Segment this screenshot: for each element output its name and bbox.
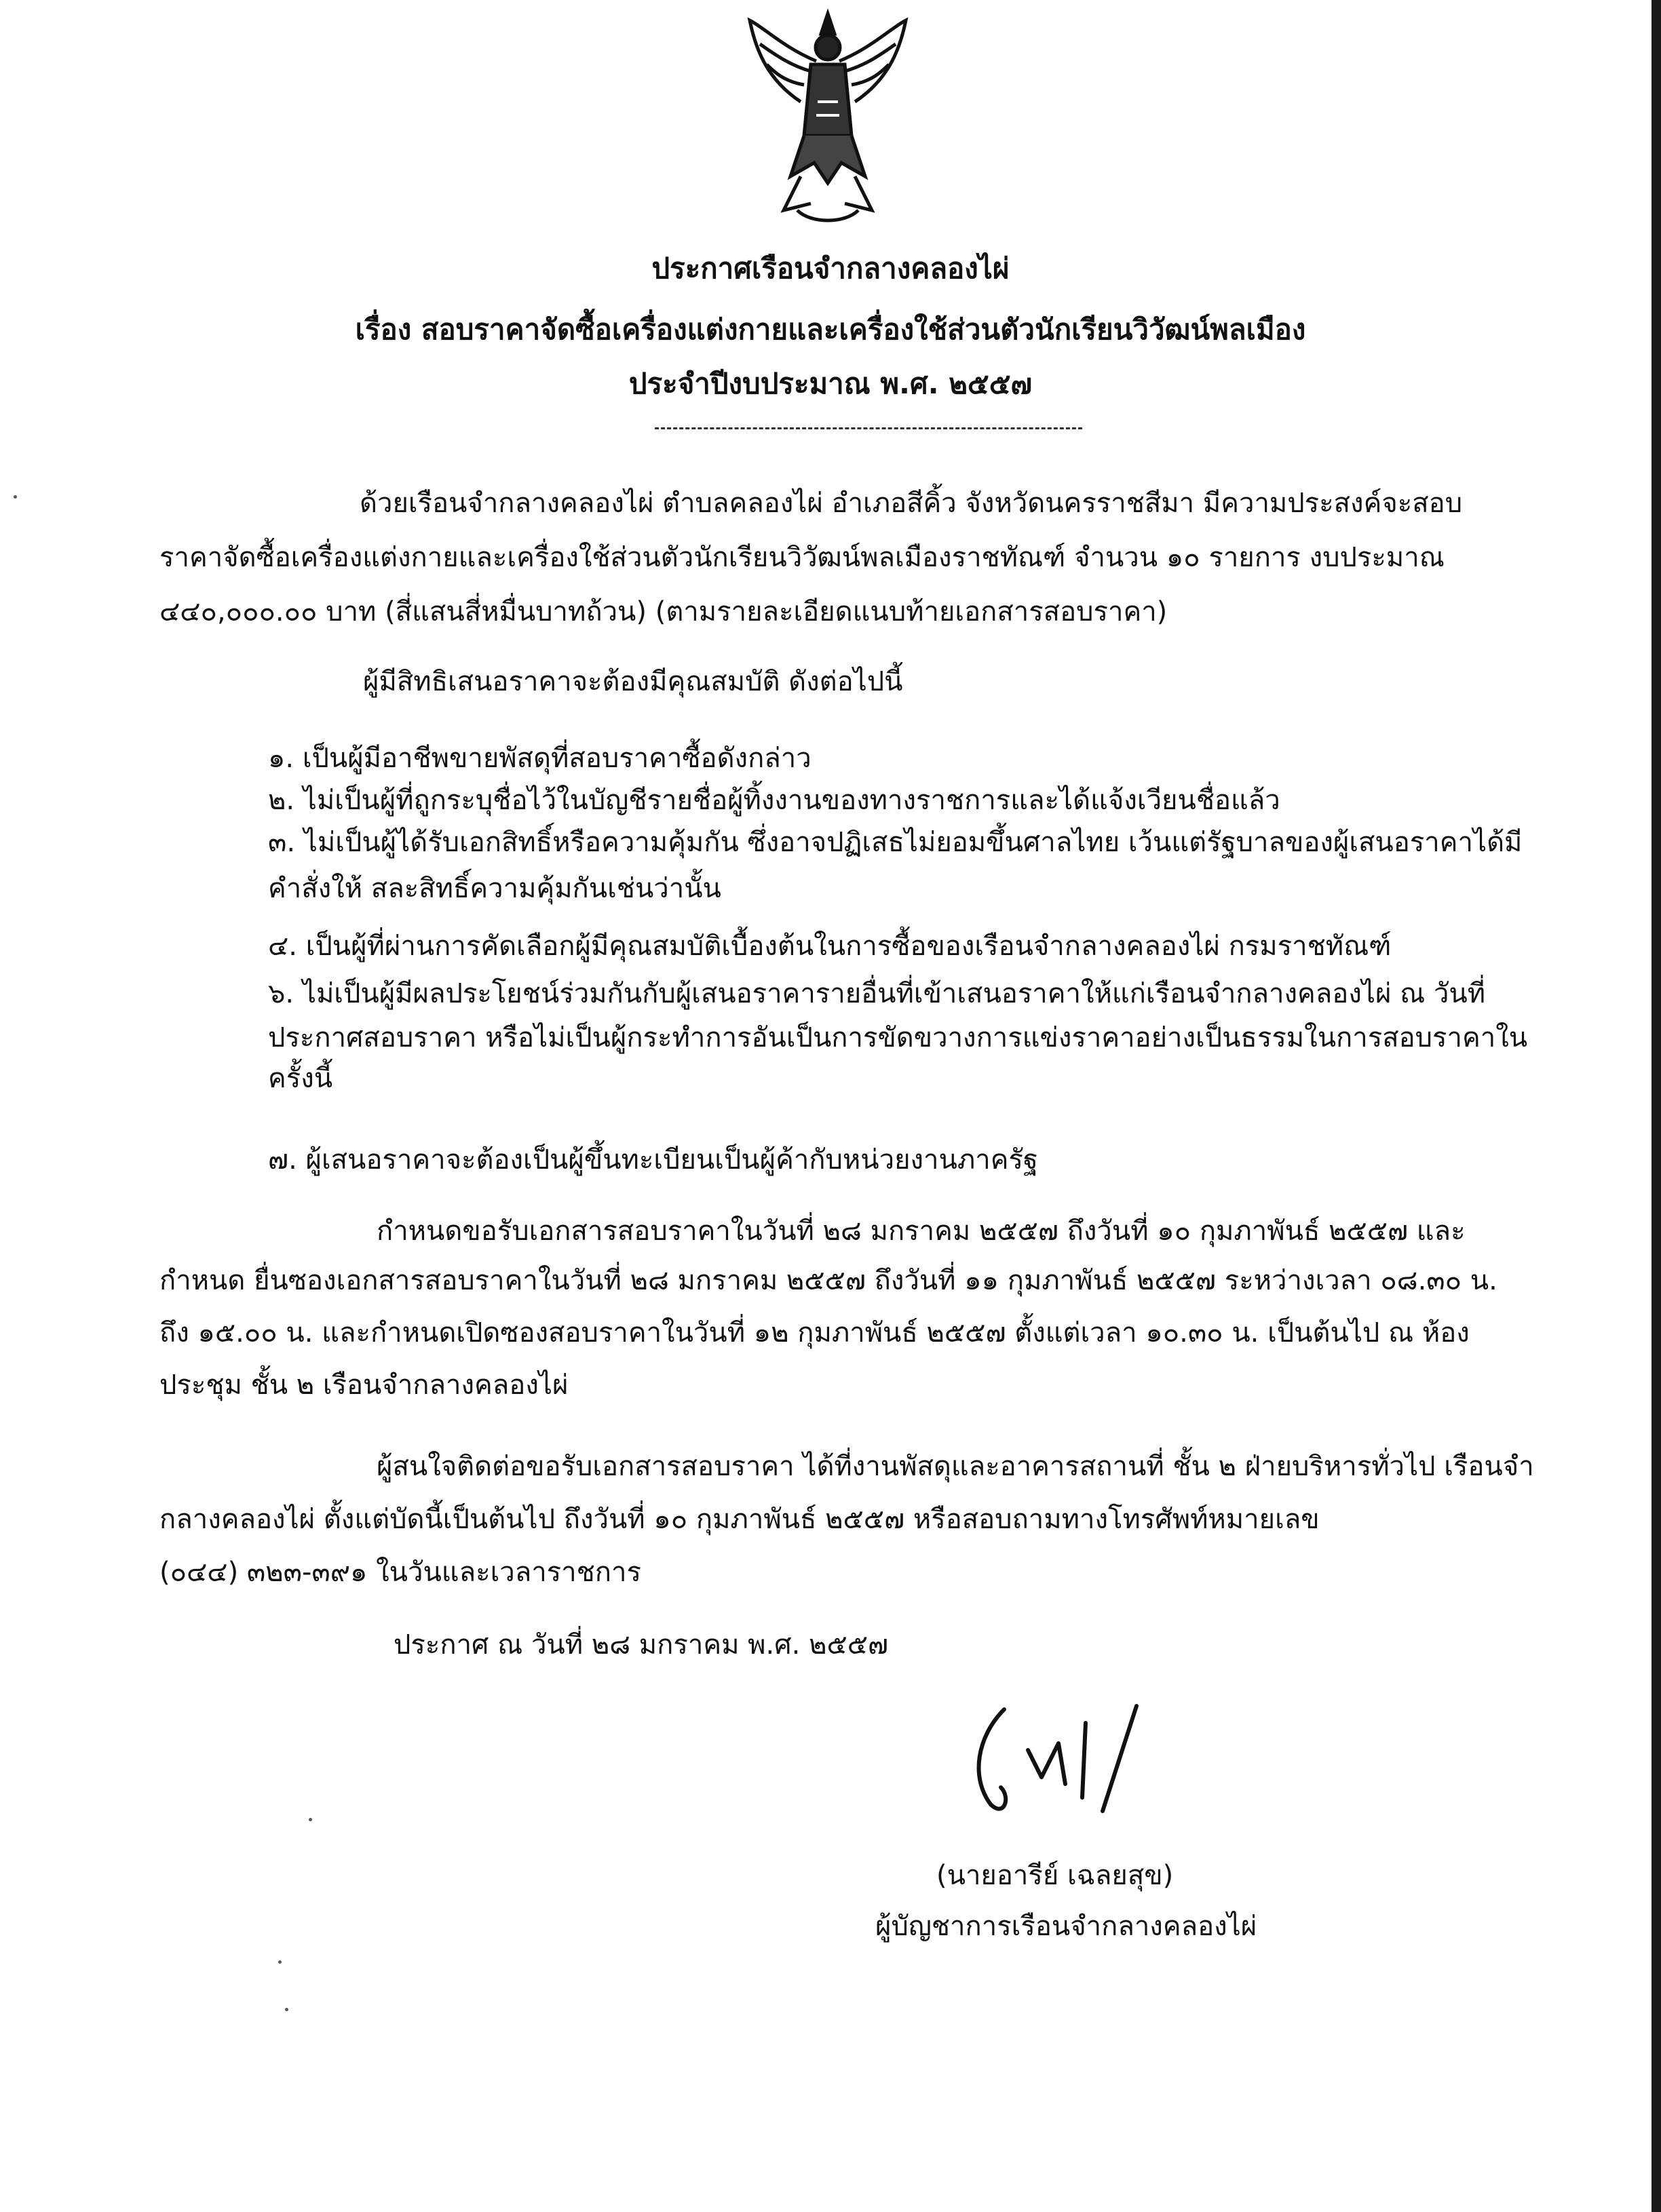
intro-line: ๔๔๐,๐๐๐.๐๐ บาท (สี่แสนสี่หมื่นบาทถ้วน) (ตามรายละเอียดแนบท้ายเอกสารสอบราคา) <box>159 596 1168 627</box>
signature-icon <box>963 1696 1167 1831</box>
qualification-item: ๗. ผู้เสนอราคาจะต้องเป็นผู้ขึ้นทะเบียนเป็นผู้ค้ากับหน่วยงานภาครัฐ <box>268 1144 1038 1176</box>
qualification-item: ครั้งนี้ <box>268 1063 333 1094</box>
intro-line: ราคาจัดซื้อเครื่องแต่งกายและเครื่องใช้ส่วนตัวนักเรียนวิวัฒน์พลเมืองราชทัณฑ์ จำนวน ๑๐ รายการ งบประมาณ <box>159 542 1445 573</box>
qualification-item: ๒. ไม่เป็นผู้ที่ถูกระบุชื่อไว้ในบัญชีรายชื่อผู้ทิ้งงานของทางราชการและได้แจ้งเวียนชื่อแล้ว <box>268 785 1280 816</box>
schedule-line: กำหนด ยื่นซองเอกสารสอบราคาในวันที่ ๒๘ มกราคม ๒๕๕๗ ถึงวันที่ ๑๑ กุมภาพันธ์ ๒๕๕๗ ระหว่างเวลา ๐๘.๓๐ น. <box>159 1265 1497 1296</box>
scan-speck <box>14 495 17 499</box>
contact-line: กลางคลองไผ่ ตั้งแต่บัดนี้เป็นต้นไป ถึงวันที่ ๑๐ กุมภาพันธ์ ๒๕๕๗ หรือสอบถามทางโทรศัพท์หมายเลข <box>159 1504 1320 1535</box>
announce-date: ประกาศ ณ วันที่ ๒๘ มกราคม พ.ศ. ๒๕๕๗ <box>394 1629 889 1661</box>
scan-speck <box>309 1818 312 1821</box>
schedule-line: ถึง ๑๕.๐๐ น. และกำหนดเปิดซองสอบราคาในวันที่ ๑๒ กุมภาพันธ์ ๒๕๕๗ ตั้งแต่เวลา ๑๐.๓๐ น. เป็นต้นไป ณ ห้อง <box>159 1317 1470 1348</box>
document-title: ประกาศเรือนจำกลางคลองไผ่ <box>651 252 1010 285</box>
qualification-item: ประกาศสอบราคา หรือไม่เป็นผู้กระทำการอันเป็นการขัดขวางการแข่งราคาอย่างเป็นธรรมในการสอบราคาใน <box>268 1022 1528 1053</box>
scan-edge <box>1652 0 1661 2212</box>
schedule-line: ประชุม ชั้น ๒ เรือนจำกลางคลองไผ่ <box>159 1370 569 1401</box>
intro-line: ด้วยเรือนจำกลางคลองไผ่ ตำบลคลองไผ่ อำเภอสีคิ้ว จังหวัดนครราชสีมา มีความประสงค์จะสอบ <box>360 488 1463 519</box>
qualification-item: ๓. ไม่เป็นผู้ได้รับเอกสิทธิ์หรือความคุ้มกัน ซึ่งอาจปฏิเสธไม่ยอมขึ้นศาลไทย เว้นแต่รัฐบาลของผู้เสนอราคาได้มี <box>268 827 1523 858</box>
qualification-item: ๖. ไม่เป็นผู้มีผลประโยชน์ร่วมกันกับผู้เสนอราคารายอื่นที่เข้าเสนอราคาให้แก่เรือนจำกลางคลองไผ่ ณ วันที่ <box>268 978 1486 1009</box>
schedule-line: กำหนดขอรับเอกสารสอบราคาในวันที่ ๒๘ มกราคม ๒๕๕๗ ถึงวันที่ ๑๐ กุมภาพันธ์ ๒๕๕๗ และ <box>377 1216 1466 1247</box>
scan-speck <box>285 2008 288 2011</box>
document-subject: เรื่อง สอบราคาจัดซื้อเครื่องแต่งกายและเครื่องใช้ส่วนตัวนักเรียนวิวัฒน์พลเมือง <box>355 313 1306 346</box>
garuda-emblem-icon <box>736 7 919 231</box>
header-divider <box>655 427 1082 429</box>
signer-title: ผู้บัญชาการเรือนจำกลางคลองไผ่ <box>875 1911 1257 1942</box>
qualifications-heading: ผู้มีสิทธิเสนอราคาจะต้องมีคุณสมบัติ ดังต่อไปนี้ <box>363 666 903 697</box>
contact-line: ผู้สนใจติดต่อขอรับเอกสารสอบราคา ได้ที่งานพัสดุและอาคารสถานที่ ชั้น ๒ ฝ่ายบริหารทั่วไป เรือนจำ <box>377 1451 1534 1482</box>
qualification-item: คำสั่งให้ สละสิทธิ์ความคุ้มกันเช่นว่านั้น <box>268 873 721 904</box>
signer-name: (นายอารีย์ เฉลยสุข) <box>936 1860 1174 1891</box>
document-fiscal-year: ประจำปีงบประมาณ พ.ศ. ๒๕๕๗ <box>628 367 1033 400</box>
contact-line: (๐๔๔) ๓๒๓-๓๙๑ ในวันและเวลาราชการ <box>159 1557 641 1588</box>
qualification-item: ๔. เป็นผู้ที่ผ่านการคัดเลือกผู้มีคุณสมบัติเบื้องต้นในการซื้อของเรือนจำกลางคลองไผ่ กรมราชทัณฑ์ <box>268 931 1392 962</box>
scan-speck <box>278 1960 282 1964</box>
qualification-item: ๑. เป็นผู้มีอาชีพขายพัสดุที่สอบราคาซื้อดังกล่าว <box>268 743 812 774</box>
